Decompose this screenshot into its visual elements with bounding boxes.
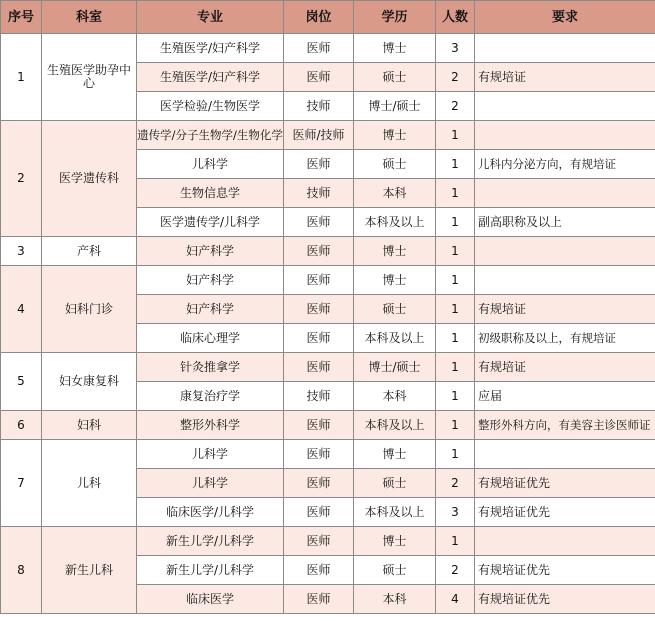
header-no: 序号 bbox=[1, 1, 42, 34]
post-cell: 医师 bbox=[284, 34, 354, 63]
major-cell: 医学检验/生物医学 bbox=[137, 92, 284, 121]
row-number: 5 bbox=[1, 353, 42, 411]
row-number: 7 bbox=[1, 440, 42, 527]
post-cell: 医师 bbox=[284, 63, 354, 92]
major-cell: 生物信息学 bbox=[137, 179, 284, 208]
count-cell: 2 bbox=[436, 63, 475, 92]
header-count: 人数 bbox=[436, 1, 475, 34]
major-cell: 妇产科学 bbox=[137, 295, 284, 324]
row-number: 2 bbox=[1, 121, 42, 237]
major-cell: 儿科学 bbox=[137, 469, 284, 498]
requirement-cell: 有规培证优先 bbox=[475, 469, 655, 498]
major-cell: 儿科学 bbox=[137, 440, 284, 469]
education-cell: 博士 bbox=[354, 440, 436, 469]
post-cell: 医师 bbox=[284, 498, 354, 527]
major-cell: 妇产科学 bbox=[137, 237, 284, 266]
count-cell: 4 bbox=[436, 585, 475, 614]
row-number: 6 bbox=[1, 411, 42, 440]
post-cell: 医师 bbox=[284, 353, 354, 382]
count-cell: 1 bbox=[436, 353, 475, 382]
requirement-cell: 有规培证优先 bbox=[475, 585, 655, 614]
post-cell: 技师 bbox=[284, 92, 354, 121]
post-cell: 技师 bbox=[284, 382, 354, 411]
requirement-cell bbox=[475, 527, 655, 556]
education-cell: 硕士 bbox=[354, 295, 436, 324]
count-cell: 1 bbox=[436, 121, 475, 150]
major-cell: 生殖医学/妇产科学 bbox=[137, 34, 284, 63]
education-cell: 本科及以上 bbox=[354, 208, 436, 237]
count-cell: 1 bbox=[436, 237, 475, 266]
count-cell: 3 bbox=[436, 498, 475, 527]
major-cell: 新生儿学/儿科学 bbox=[137, 556, 284, 585]
education-cell: 本科及以上 bbox=[354, 324, 436, 353]
department-name: 妇科 bbox=[42, 411, 137, 440]
department-name: 妇科门诊 bbox=[42, 266, 137, 353]
major-cell: 针灸推拿学 bbox=[137, 353, 284, 382]
table-row bbox=[1, 353, 655, 382]
table-row bbox=[1, 527, 655, 556]
education-cell: 本科 bbox=[354, 179, 436, 208]
requirement-cell bbox=[475, 266, 655, 295]
requirement-cell: 应届 bbox=[475, 382, 655, 411]
header-major: 专业 bbox=[137, 1, 284, 34]
education-cell: 博士/硕士 bbox=[354, 353, 436, 382]
major-cell: 康复治疗学 bbox=[137, 382, 284, 411]
header-post: 岗位 bbox=[284, 1, 354, 34]
requirement-cell bbox=[475, 237, 655, 266]
major-cell: 遗传学/分子生物学/生物化学 bbox=[137, 121, 284, 150]
post-cell: 医师 bbox=[284, 469, 354, 498]
major-cell: 生殖医学/妇产科学 bbox=[137, 63, 284, 92]
count-cell: 2 bbox=[436, 556, 475, 585]
education-cell: 本科 bbox=[354, 585, 436, 614]
count-cell: 1 bbox=[436, 382, 475, 411]
header-requirement: 要求 bbox=[475, 1, 655, 34]
requirement-cell bbox=[475, 34, 655, 63]
post-cell: 医师 bbox=[284, 237, 354, 266]
header-row bbox=[1, 1, 655, 34]
table-row bbox=[1, 266, 655, 295]
requirement-cell: 有规培证优先 bbox=[475, 498, 655, 527]
education-cell: 博士 bbox=[354, 237, 436, 266]
post-cell: 医师 bbox=[284, 556, 354, 585]
education-cell: 博士 bbox=[354, 121, 436, 150]
count-cell: 1 bbox=[436, 295, 475, 324]
education-cell: 博士/硕士 bbox=[354, 92, 436, 121]
count-cell: 1 bbox=[436, 179, 475, 208]
department-name: 生殖医学助孕中心 bbox=[42, 34, 137, 121]
count-cell: 1 bbox=[436, 440, 475, 469]
count-cell: 3 bbox=[436, 34, 475, 63]
department-name: 产科 bbox=[42, 237, 137, 266]
major-cell: 医学遗传学/儿科学 bbox=[137, 208, 284, 237]
count-cell: 1 bbox=[436, 150, 475, 179]
header-education: 学历 bbox=[354, 1, 436, 34]
table-row bbox=[1, 121, 655, 150]
table-row bbox=[1, 440, 655, 469]
requirement-cell bbox=[475, 440, 655, 469]
education-cell: 硕士 bbox=[354, 150, 436, 179]
requirement-cell bbox=[475, 121, 655, 150]
post-cell: 医师 bbox=[284, 411, 354, 440]
education-cell: 博士 bbox=[354, 34, 436, 63]
post-cell: 医师 bbox=[284, 585, 354, 614]
count-cell: 1 bbox=[436, 266, 475, 295]
post-cell: 医师 bbox=[284, 208, 354, 237]
row-number: 4 bbox=[1, 266, 42, 353]
post-cell: 技师 bbox=[284, 179, 354, 208]
post-cell: 医师 bbox=[284, 295, 354, 324]
requirement-cell: 初级职称及以上，有规培证 bbox=[475, 324, 655, 353]
requirement-cell: 副高职称及以上 bbox=[475, 208, 655, 237]
department-name: 妇女康复科 bbox=[42, 353, 137, 411]
post-cell: 医师 bbox=[284, 440, 354, 469]
count-cell: 1 bbox=[436, 208, 475, 237]
count-cell: 2 bbox=[436, 469, 475, 498]
education-cell: 硕士 bbox=[354, 469, 436, 498]
requirement-cell: 有规培证 bbox=[475, 353, 655, 382]
major-cell: 整形外科学 bbox=[137, 411, 284, 440]
count-cell: 1 bbox=[436, 324, 475, 353]
education-cell: 本科及以上 bbox=[354, 498, 436, 527]
department-name: 医学遗传科 bbox=[42, 121, 137, 237]
major-cell: 临床心理学 bbox=[137, 324, 284, 353]
post-cell: 医师 bbox=[284, 324, 354, 353]
requirement-cell: 有规培证优先 bbox=[475, 556, 655, 585]
row-number: 1 bbox=[1, 34, 42, 121]
requirement-cell bbox=[475, 179, 655, 208]
education-cell: 硕士 bbox=[354, 556, 436, 585]
education-cell: 本科及以上 bbox=[354, 411, 436, 440]
requirement-cell: 儿科内分泌方向，有规培证 bbox=[475, 150, 655, 179]
requirement-cell: 有规培证 bbox=[475, 295, 655, 324]
count-cell: 1 bbox=[436, 411, 475, 440]
post-cell: 医师 bbox=[284, 527, 354, 556]
table-row bbox=[1, 237, 655, 266]
requirement-cell bbox=[475, 92, 655, 121]
requirement-cell: 有规培证 bbox=[475, 63, 655, 92]
table-row bbox=[1, 34, 655, 63]
major-cell: 儿科学 bbox=[137, 150, 284, 179]
row-number: 3 bbox=[1, 237, 42, 266]
post-cell: 医师 bbox=[284, 150, 354, 179]
count-cell: 1 bbox=[436, 527, 475, 556]
education-cell: 硕士 bbox=[354, 63, 436, 92]
department-name: 儿科 bbox=[42, 440, 137, 527]
post-cell: 医师/技师 bbox=[284, 121, 354, 150]
table-row bbox=[1, 411, 655, 440]
education-cell: 博士 bbox=[354, 266, 436, 295]
count-cell: 2 bbox=[436, 92, 475, 121]
major-cell: 妇产科学 bbox=[137, 266, 284, 295]
requirement-cell: 整形外科方向，有美容主诊医师证 bbox=[475, 411, 655, 440]
header-dept: 科室 bbox=[42, 1, 137, 34]
post-cell: 医师 bbox=[284, 266, 354, 295]
major-cell: 临床医学/儿科学 bbox=[137, 498, 284, 527]
department-name: 新生儿科 bbox=[42, 527, 137, 614]
major-cell: 新生儿学/儿科学 bbox=[137, 527, 284, 556]
education-cell: 博士 bbox=[354, 527, 436, 556]
major-cell: 临床医学 bbox=[137, 585, 284, 614]
row-number: 8 bbox=[1, 527, 42, 614]
education-cell: 本科 bbox=[354, 382, 436, 411]
